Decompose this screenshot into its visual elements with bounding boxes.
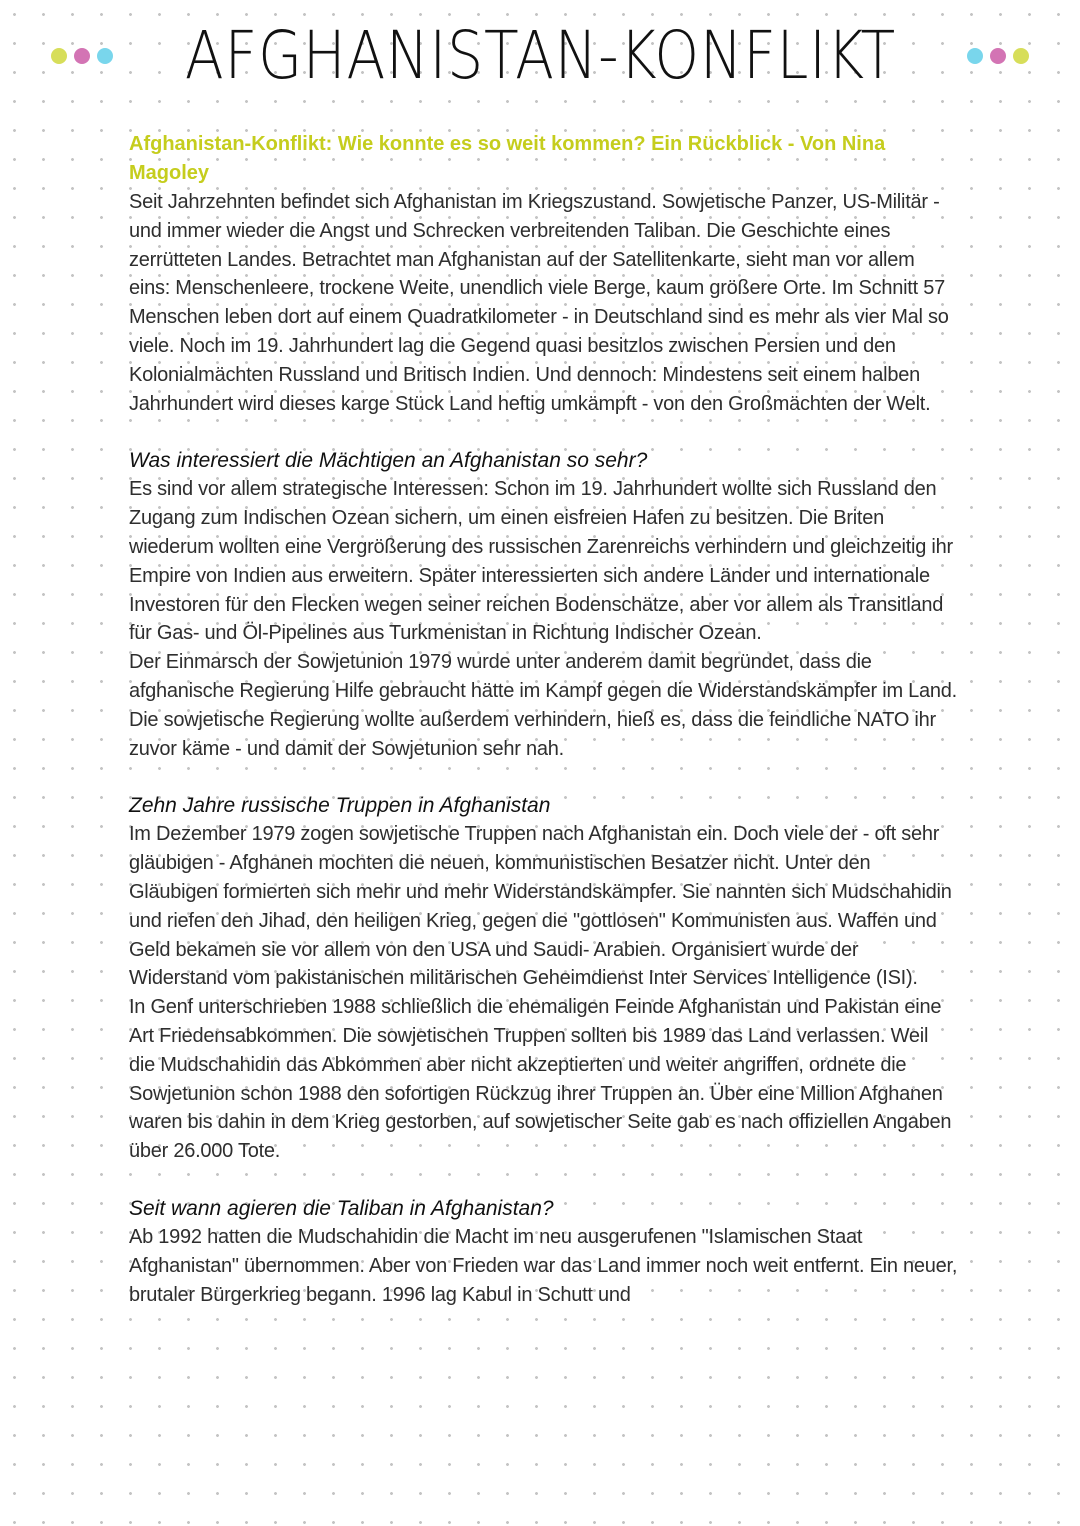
page-header (0, 8, 1080, 104)
decorative-dots-left (51, 48, 113, 64)
dot-icon (51, 48, 67, 64)
article (129, 130, 959, 1309)
section-heading: Zehn Jahre russische Truppen in Afghanistan (129, 794, 551, 818)
section-heading: Was interessiert die Mächtigen an Afghanistan so sehr? (129, 449, 648, 473)
page-title: AFGHANISTAN-KONFLIKT (184, 17, 896, 94)
dot-icon (74, 48, 90, 64)
section-paragraph: In Genf unterschrieben 1988 schließlich die ehemaligen Feinde Afghanistan und Pakistan eine Art Friedensabkommen. Die sowjetischen Truppen sollten bis 1989 das Land verlassen. Weil die Mudschahidin das Abkommen aber nicht akzeptierten und weiter angriffen, ordnete die Sowjetunion schon 1988 den sofortigen Rückzug ihrer Truppen an. Über eine Million Afghanen waren bis dahin in dem Krieg gestorben, auf sowjetischer Seite gab es nach offiziellen Angaben über 26.000 Tote. (129, 996, 952, 1163)
dot-icon (990, 48, 1006, 64)
article-intro: Seit Jahrzehnten befindet sich Afghanistan im Kriegszustand. Sowjetische Panzer, US-Militär - und immer wieder die Angst und Schrecken verbreitenden Taliban. Die Geschichte eines zerrütteten Landes. Betrachtet man Afghanistan auf der Satellitenkarte, sieht man vor allem eins: Menschenleere, trockene Weite, unendlich viele Berge, kaum größere Orte. Im Schnitt 57 Menschen leben dort auf einem Quadratkilometer - in Deutschland sind es mehr als vier Mal so viele. Noch im 19. Jahrhundert lag die Gegend quasi besitzlos zwischen Persien und den Kolonialmächten Russland und Britisch Indien. Und dennoch: Mindestens seit einem halben Jahrhundert wird dieses karge Stück Land heftig umkämpft - von den Großmächten der Welt. (129, 191, 949, 415)
dot-icon (97, 48, 113, 64)
section-heading: Seit wann agieren die Taliban in Afghanistan? (129, 1196, 554, 1220)
section-paragraph: Es sind vor allem strategische Interessen: Schon im 19. Jahrhundert wollte sich Russland den Zugang zum Indischen Ozean sichern, um einen eisfreien Hafen zu besitzen. Die Briten wiederum wollten eine Vergrößerung des russischen Zarenreichs verhindern und gleichzeitig ihr Empire von Indien aus erweitern. Später interessierten sich andere Länder und internationale Investoren für den Flecken wegen seiner reichen Bodenschätze, aber vor allem als Transitland für Gas- und Öl-Pipelines aus Turkmenistan in Richtung Indischer Ozean. (129, 478, 953, 645)
section-paragraph: Ab 1992 hatten die Mudschahidin die Macht im neu ausgerufenen "Islamischen Staat Afghanistan" übernommen. Aber von Frieden war das Land immer noch weit entfernt. Ein neuer, brutaler Bürgerkrieg begann. 1996 lag Kabul in Schutt und (129, 1225, 958, 1306)
dot-icon (1013, 48, 1029, 64)
dot-icon (967, 48, 983, 64)
section-paragraph: Der Einmarsch der Sowjetunion 1979 wurde unter anderem damit begründet, dass die afghanische Regierung Hilfe gebraucht hätte im Kampf gegen die Widerstandskämpfer im Land. Die sowjetische Regierung wollte außerdem verhindern, hieß es, dass die feindliche NATO ihr zuvor käme - und damit der Sowjetunion sehr nah. (129, 651, 957, 760)
section-paragraph: Im Dezember 1979 zogen sowjetische Truppen nach Afghanistan ein. Doch viele der - oft sehr gläubigen - Afghanen mochten die neuen, kommunistischen Besatzer nicht. Unter den Gläubigen formierten sich mehr und mehr Widerstandskämpfer. Sie nannten sich Mudschahidin und riefen den Jihad, den heiligen Krieg, gegen die "gottlosen" Kommunisten aus. Waffen und Geld bekamen sie vor allem von den USA und Saudi- Arabien. Organisiert wurde der Widerstand vom pakistanischen militärischen Geheimdienst Inter Services Intelligence (ISI). (129, 823, 952, 990)
article-title: Afghanistan-Konflikt: Wie konnte es so weit kommen? Ein Rückblick - Von Nina Magoley (129, 133, 886, 184)
decorative-dots-right (967, 48, 1029, 64)
